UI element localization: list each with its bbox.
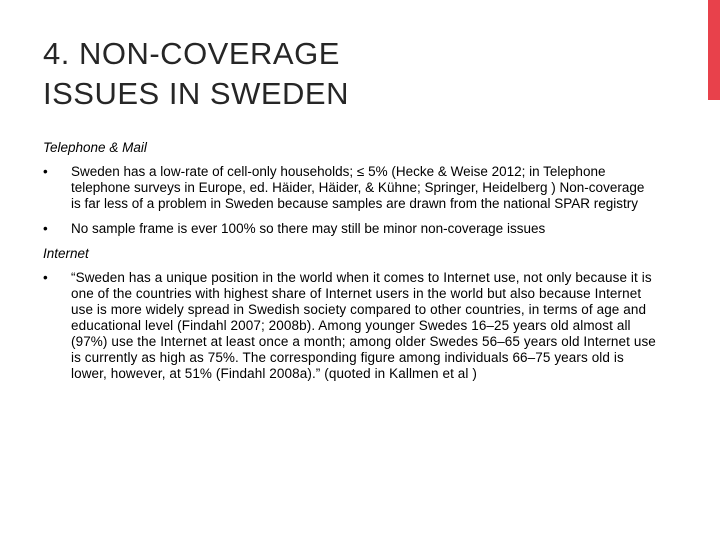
bullet-marker: • xyxy=(43,221,48,236)
bullet-text: “Sweden has a unique position in the world when it comes to Internet use, not only because it is one of the countries with highest share of Internet users in the world but also because Internet use is more widely spread in Swedish society compared to other countries, in terms of age and educational level (Findahl 2007; 2008b). Among younger Swedes 16–25 years old almost all (97%) use the Internet at least once a month; among older Swedes 56–65 years old Internet use is currently as high as 75%. The corresponding figure among individuals 66–75 years old is lower, however, at 51% (Findahl 2008a).” (quoted in Kallmen et al ) xyxy=(71,270,656,381)
title-line-1: 4. NON-COVERAGE xyxy=(43,36,340,71)
bullet-text: No sample frame is ever 100% so there may still be minor non-coverage issues xyxy=(71,221,546,236)
title-line-2: ISSUES IN SWEDEN xyxy=(43,76,349,111)
slide-body xyxy=(43,140,663,391)
slide-title xyxy=(43,34,683,114)
bullet-item xyxy=(43,270,656,382)
section-heading-internet: Internet xyxy=(43,246,89,261)
internet-bullet-list xyxy=(43,270,663,382)
telephone-mail-bullet-list xyxy=(43,164,663,237)
bullet-marker: • xyxy=(43,164,48,179)
bullet-text: Sweden has a low-rate of cell-only households; ≤ 5% (Hecke & Weise 2012; in Telephone telephone surveys in Europe, ed. Häider, Häider, & Kühne; Springer, Heidelberg ) Non-coverage is far less of a problem in Sweden because samples are drawn from the national SPAR registry xyxy=(71,164,645,211)
bullet-item xyxy=(43,164,656,212)
accent-bar xyxy=(708,0,720,100)
section-heading-telephone-mail: Telephone & Mail xyxy=(43,140,147,155)
bullet-item xyxy=(43,221,656,237)
bullet-marker: • xyxy=(43,270,48,285)
